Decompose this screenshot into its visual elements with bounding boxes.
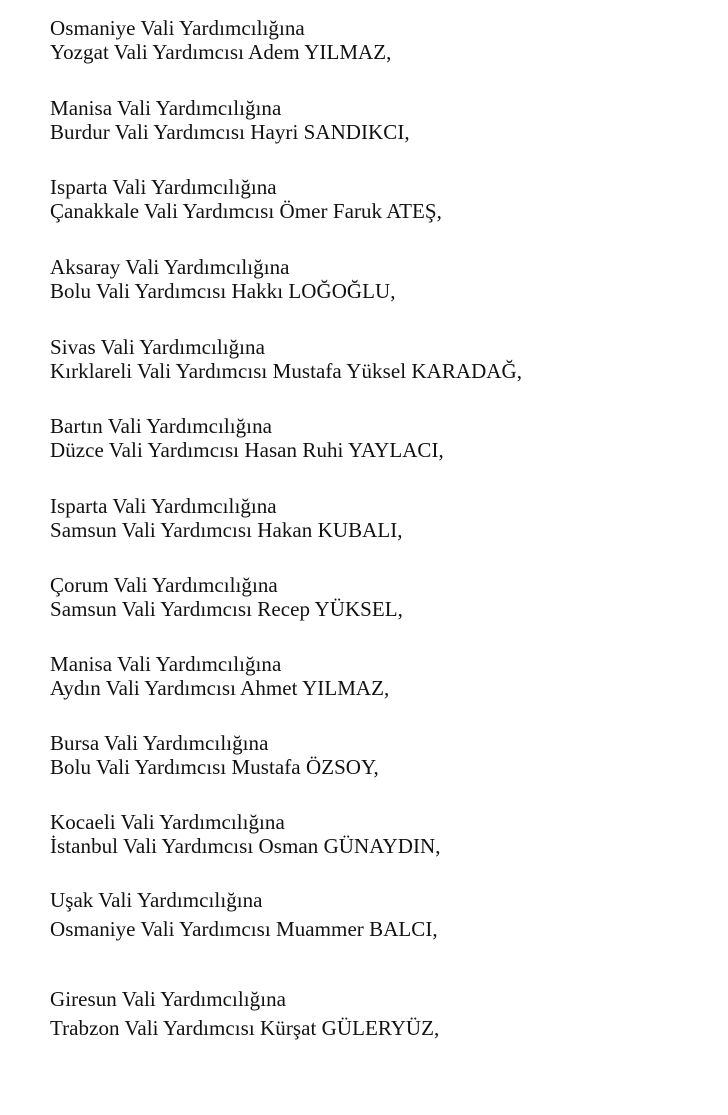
appointment-entry bbox=[50, 175, 442, 223]
appointee-name: Çanakkale Vali Yardımcısı Ömer Faruk ATEŞ, bbox=[50, 199, 442, 223]
appointment-entry bbox=[50, 731, 379, 779]
appointment-entry bbox=[50, 810, 441, 858]
appointment-entry bbox=[50, 96, 410, 144]
position-title: Isparta Vali Yardımcılığına bbox=[50, 494, 277, 518]
position-title: Bartın Vali Yardımcılığına bbox=[50, 414, 272, 438]
appointee-name: İstanbul Vali Yardımcısı Osman GÜNAYDIN, bbox=[50, 834, 441, 858]
appointment-entry bbox=[50, 255, 396, 303]
position-title: Uşak Vali Yardımcılığına bbox=[50, 888, 263, 912]
appointment-entry bbox=[50, 335, 522, 383]
appointee-name: Samsun Vali Yardımcısı Recep YÜKSEL, bbox=[50, 597, 403, 621]
position-title: Kocaeli Vali Yardımcılığına bbox=[50, 810, 285, 834]
appointee-name: Düzce Vali Yardımcısı Hasan Ruhi YAYLACI, bbox=[50, 438, 444, 462]
position-title: Manisa Vali Yardımcılığına bbox=[50, 96, 282, 120]
position-title: Aksaray Vali Yardımcılığına bbox=[50, 255, 290, 279]
appointee-name: Osmaniye Vali Yardımcısı Muammer BALCI, bbox=[50, 917, 438, 941]
appointment-entry bbox=[50, 494, 403, 542]
position-title: Bursa Vali Yardımcılığına bbox=[50, 731, 269, 755]
appointee-name: Bolu Vali Yardımcısı Hakkı LOĞOĞLU, bbox=[50, 279, 396, 303]
appointee-name: Kırklareli Vali Yardımcısı Mustafa Yüksel KARADAĞ, bbox=[50, 359, 523, 383]
appointment-entry bbox=[50, 987, 439, 1040]
position-title: Manisa Vali Yardımcılığına bbox=[50, 652, 282, 676]
appointment-entry bbox=[50, 652, 389, 700]
appointee-name: Aydın Vali Yardımcısı Ahmet YILMAZ, bbox=[50, 676, 390, 700]
position-title: Çorum Vali Yardımcılığına bbox=[50, 573, 278, 597]
appointee-name: Burdur Vali Yardımcısı Hayri SANDIKCI, bbox=[50, 120, 410, 144]
position-title: Giresun Vali Yardımcılığına bbox=[50, 987, 287, 1011]
appointment-entry bbox=[50, 414, 444, 462]
appointee-name: Yozgat Vali Yardımcısı Adem YILMAZ, bbox=[50, 40, 392, 64]
position-title: Isparta Vali Yardımcılığına bbox=[50, 175, 277, 199]
position-title: Osmaniye Vali Yardımcılığına bbox=[50, 16, 305, 40]
appointment-entry bbox=[50, 16, 391, 64]
appointment-entry bbox=[50, 888, 438, 941]
appointee-name: Samsun Vali Yardımcısı Hakan KUBALI, bbox=[50, 518, 403, 542]
position-title: Sivas Vali Yardımcılığına bbox=[50, 335, 265, 359]
appointment-entry bbox=[50, 573, 403, 621]
appointee-name: Bolu Vali Yardımcısı Mustafa ÖZSOY, bbox=[50, 755, 379, 779]
appointee-name: Trabzon Vali Yardımcısı Kürşat GÜLERYÜZ, bbox=[50, 1016, 440, 1040]
